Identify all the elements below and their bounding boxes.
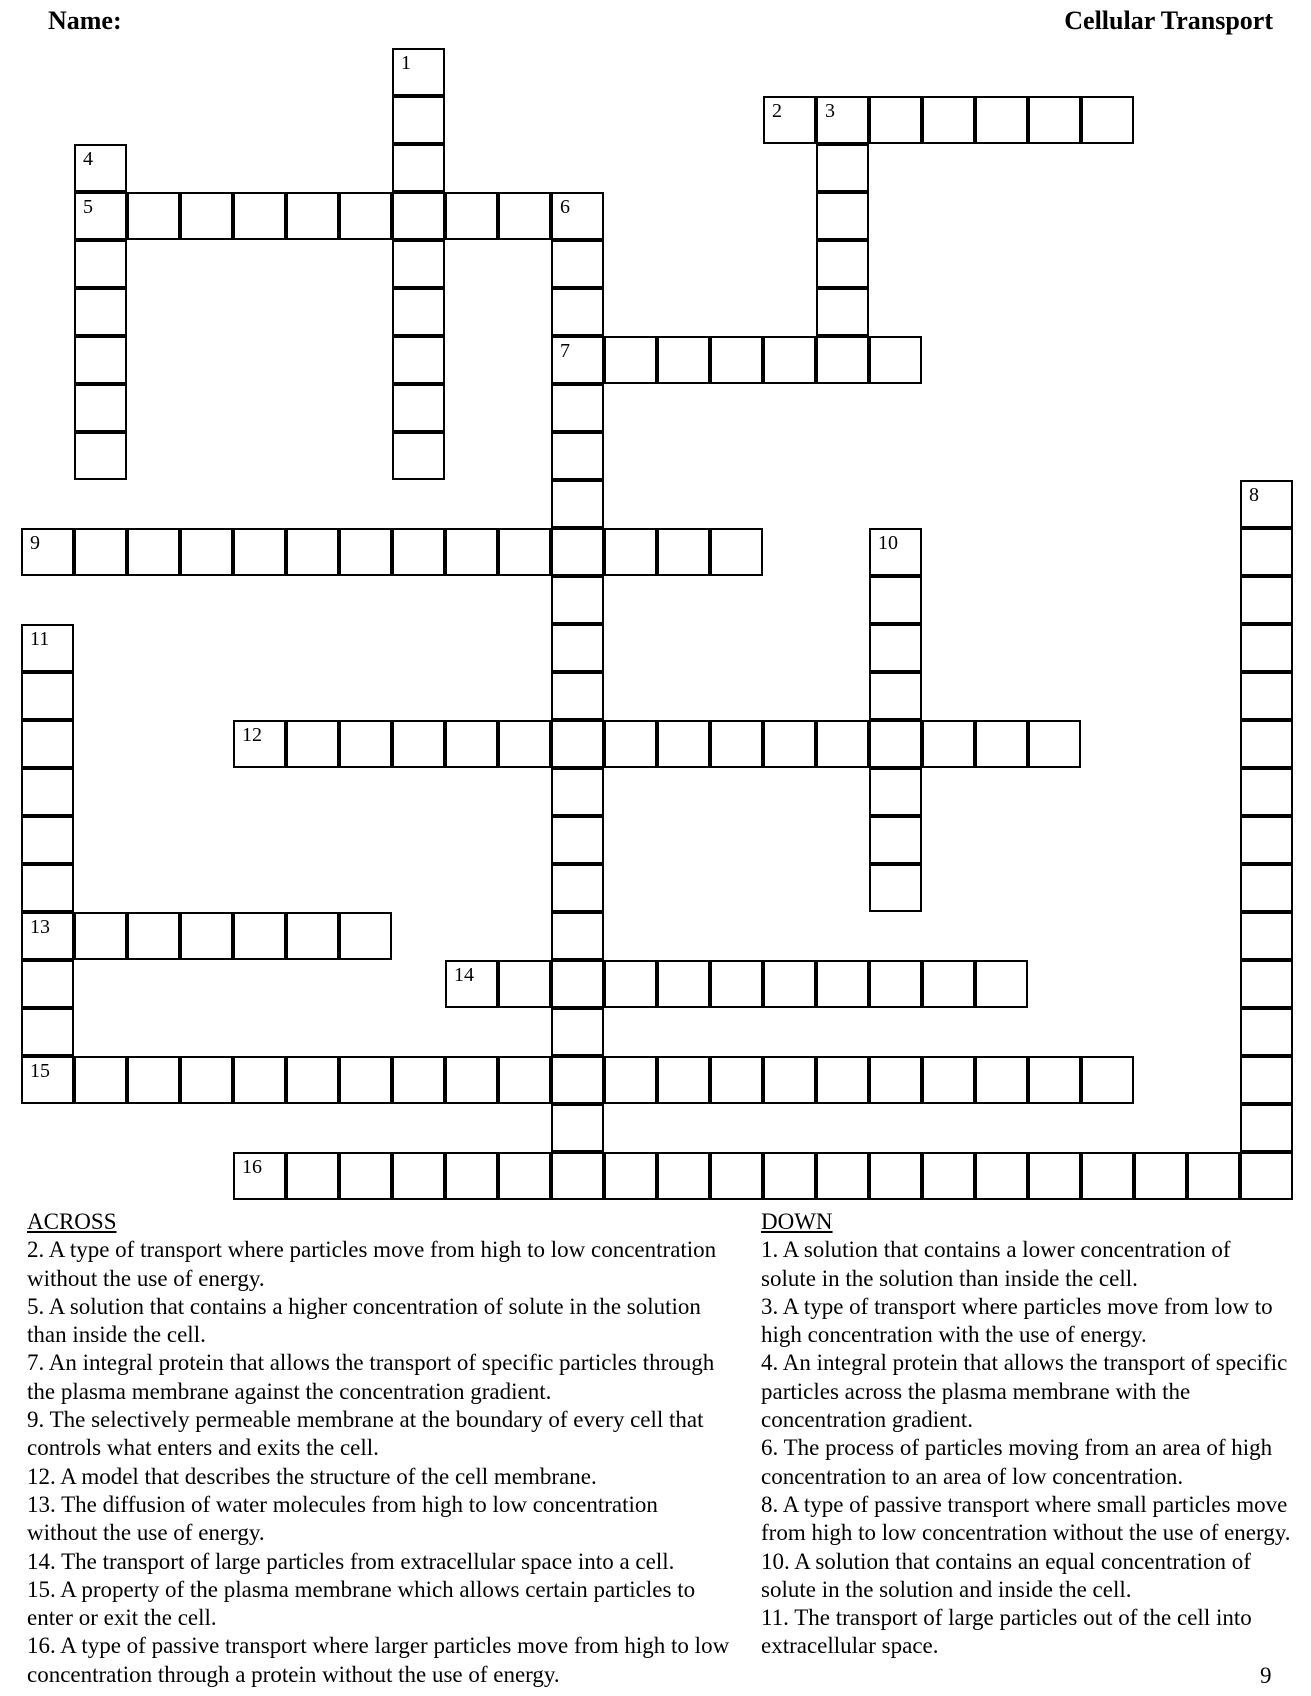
crossword-cell[interactable] (286, 912, 339, 960)
clue-number: 11 (30, 628, 50, 650)
crossword-cell[interactable] (445, 960, 498, 1008)
crossword-cell[interactable] (286, 720, 339, 768)
page-title: Cellular Transport (1064, 6, 1273, 35)
crossword-cell[interactable] (869, 528, 922, 576)
crossword-cell[interactable] (1081, 1152, 1134, 1200)
crossword-cell[interactable] (816, 96, 869, 144)
clue-number: 4 (83, 148, 93, 170)
clue-number: 1 (401, 52, 411, 74)
crossword-cell[interactable] (710, 528, 763, 576)
crossword-cell[interactable] (551, 672, 604, 720)
crossword-cell[interactable] (127, 912, 180, 960)
crossword-cell[interactable] (551, 1008, 604, 1056)
crossword-cell[interactable] (1240, 576, 1293, 624)
crossword-cell[interactable] (339, 1056, 392, 1104)
crossword-cell[interactable] (1240, 528, 1293, 576)
crossword-cell[interactable] (816, 1152, 869, 1200)
crossword-cell[interactable] (1081, 1056, 1134, 1104)
crossword-cell[interactable] (604, 528, 657, 576)
across-clue: 16. A type of passive transport where larger particles move from high to low concentration through a protein without the use of energy. (27, 1633, 730, 1687)
across-clue: 2. A type of transport where particles move from high to low concentration without the use of energy. (27, 1237, 717, 1291)
crossword-cell[interactable] (604, 960, 657, 1008)
crossword-cell[interactable] (1134, 1152, 1187, 1200)
crossword-cell[interactable] (869, 768, 922, 816)
clue-number: 16 (242, 1156, 262, 1178)
crossword-cell[interactable] (180, 1056, 233, 1104)
crossword-cell[interactable] (21, 624, 74, 672)
crossword-cell[interactable] (657, 960, 710, 1008)
crossword-cell[interactable] (816, 960, 869, 1008)
crossword-cell[interactable] (21, 528, 74, 576)
crossword-cell[interactable] (339, 912, 392, 960)
crossword-cell[interactable] (21, 816, 74, 864)
crossword-cell[interactable] (763, 720, 816, 768)
crossword-cell[interactable] (551, 720, 604, 768)
crossword-cell[interactable] (1240, 624, 1293, 672)
crossword-cell[interactable] (339, 1152, 392, 1200)
crossword-cell[interactable] (551, 288, 604, 336)
clue-number: 8 (1249, 484, 1259, 506)
crossword-cell[interactable] (551, 624, 604, 672)
crossword-cell[interactable] (551, 864, 604, 912)
crossword-cell[interactable] (710, 720, 763, 768)
crossword-cell[interactable] (763, 1152, 816, 1200)
crossword-cell[interactable] (21, 1008, 74, 1056)
crossword-cell[interactable] (657, 528, 710, 576)
clue-number: 12 (242, 724, 262, 746)
crossword-cell[interactable] (1240, 720, 1293, 768)
crossword-cell[interactable] (657, 336, 710, 384)
clue-number: 2 (772, 100, 782, 122)
crossword-cell[interactable] (233, 528, 286, 576)
crossword-cell[interactable] (127, 192, 180, 240)
down-heading: DOWN (761, 1209, 833, 1234)
crossword-cell[interactable] (763, 96, 816, 144)
crossword-cell[interactable] (445, 528, 498, 576)
crossword-cell[interactable] (604, 1152, 657, 1200)
across-clue: 14. The transport of large particles from extracellular space into a cell. (27, 1548, 675, 1574)
crossword-cell[interactable] (233, 1152, 286, 1200)
down-clue: 10. A solution that contains an equal concentration of solute in the solution and inside the cell. (761, 1548, 1251, 1602)
crossword-cell[interactable] (127, 1056, 180, 1104)
crossword-cell[interactable] (869, 1056, 922, 1104)
crossword-cell[interactable] (551, 336, 604, 384)
crossword-cell[interactable] (975, 1056, 1028, 1104)
crossword-cell[interactable] (445, 1152, 498, 1200)
crossword-cell[interactable] (445, 1056, 498, 1104)
crossword-cell[interactable] (975, 720, 1028, 768)
crossword-cell[interactable] (392, 1152, 445, 1200)
crossword-cell[interactable] (21, 864, 74, 912)
crossword-cell[interactable] (816, 192, 869, 240)
across-clue: 9. The selectively permeable membrane at the boundary of every cell that controls what enters and exits the cell. (27, 1407, 704, 1461)
crossword-cell[interactable] (816, 240, 869, 288)
crossword-cell[interactable] (21, 720, 74, 768)
crossword-cell[interactable] (869, 720, 922, 768)
clue-number: 5 (83, 196, 93, 218)
crossword-cell[interactable] (1240, 1104, 1293, 1152)
crossword-cell[interactable] (74, 384, 127, 432)
crossword-cell[interactable] (74, 192, 127, 240)
crossword-cell[interactable] (1240, 960, 1293, 1008)
crossword-cell[interactable] (975, 1152, 1028, 1200)
crossword-cell[interactable] (339, 192, 392, 240)
clue-number: 7 (560, 340, 570, 362)
down-clue: 8. A type of passive transport where small particles move from high to low concentration without the use of energy. (761, 1491, 1291, 1546)
crossword-cell[interactable] (551, 960, 604, 1008)
crossword-cell[interactable] (922, 720, 975, 768)
across-heading: ACROSS (27, 1209, 117, 1234)
crossword-cell[interactable] (286, 192, 339, 240)
crossword-cell[interactable] (392, 96, 445, 144)
page-number: 9 (1260, 1663, 1272, 1688)
crossword-cell[interactable] (392, 240, 445, 288)
crossword-cell[interactable] (21, 960, 74, 1008)
crossword-cell[interactable] (1028, 720, 1081, 768)
crossword-cell[interactable] (1240, 816, 1293, 864)
crossword-cell[interactable] (816, 336, 869, 384)
crossword-cell[interactable] (74, 288, 127, 336)
crossword-cell[interactable] (392, 1056, 445, 1104)
clue-number: 15 (30, 1060, 50, 1082)
crossword-cell[interactable] (922, 1056, 975, 1104)
crossword-cell[interactable] (392, 528, 445, 576)
across-clue: 13. The diffusion of water molecules from high to low concentration without the use of energy. (27, 1491, 658, 1546)
crossword-cell[interactable] (763, 336, 816, 384)
crossword-cell[interactable] (869, 96, 922, 144)
crossword-cell[interactable] (922, 96, 975, 144)
crossword-cell[interactable] (710, 1056, 763, 1104)
crossword-cell[interactable] (21, 1056, 74, 1104)
crossword-cell[interactable] (551, 768, 604, 816)
crossword-cell[interactable] (498, 1056, 551, 1104)
crossword-cell[interactable] (551, 528, 604, 576)
crossword-cell[interactable] (339, 720, 392, 768)
crossword-cell[interactable] (551, 192, 604, 240)
crossword-cell[interactable] (392, 720, 445, 768)
down-clue: 3. A type of transport where particles move from low to high concentration with the use of energy. (761, 1293, 1273, 1348)
crossword-cell[interactable] (498, 1152, 551, 1200)
crossword-cell[interactable] (1187, 1152, 1240, 1200)
crossword-cell[interactable] (922, 960, 975, 1008)
crossword-cell[interactable] (286, 1056, 339, 1104)
crossword-cell[interactable] (392, 192, 445, 240)
crossword-cell[interactable] (21, 912, 74, 960)
crossword-cell[interactable] (1240, 672, 1293, 720)
crossword-cell[interactable] (180, 528, 233, 576)
crossword-cell[interactable] (657, 720, 710, 768)
crossword-cell[interactable] (551, 240, 604, 288)
crossword-cell[interactable] (1028, 1056, 1081, 1104)
across-clue: 12. A model that describes the structure of the cell membrane. (27, 1463, 597, 1489)
crossword-cell[interactable] (233, 1056, 286, 1104)
crossword-cell[interactable] (975, 96, 1028, 144)
crossword-cell[interactable] (339, 528, 392, 576)
crossword-cell[interactable] (551, 912, 604, 960)
crossword-cell[interactable] (551, 480, 604, 528)
clue-number: 14 (454, 964, 474, 986)
crossword-cell[interactable] (922, 1152, 975, 1200)
crossword-cell[interactable] (127, 528, 180, 576)
crossword-cell[interactable] (74, 912, 127, 960)
crossword-cell[interactable] (74, 432, 127, 480)
crossword-cell[interactable] (21, 672, 74, 720)
crossword-cell[interactable] (74, 336, 127, 384)
crossword-cell[interactable] (869, 816, 922, 864)
crossword-cell[interactable] (816, 720, 869, 768)
down-clue: 11. The transport of large particles out of the cell into extracellular space. (761, 1605, 1252, 1659)
crossword-cell[interactable] (445, 192, 498, 240)
crossword-cell[interactable] (1028, 96, 1081, 144)
crossword-cell[interactable] (286, 528, 339, 576)
crossword-cell[interactable] (551, 384, 604, 432)
name-label: Name: (48, 6, 122, 35)
crossword-cell[interactable] (869, 960, 922, 1008)
crossword-cell[interactable] (869, 336, 922, 384)
crossword-cell[interactable] (1240, 1056, 1293, 1104)
crossword-cell[interactable] (710, 336, 763, 384)
crossword-cell[interactable] (551, 816, 604, 864)
crossword-cell[interactable] (763, 960, 816, 1008)
crossword-cell[interactable] (1028, 1152, 1081, 1200)
across-clue: 15. A property of the plasma membrane which allows certain particles to enter or exit the cell. (27, 1576, 696, 1631)
clue-number: 6 (560, 196, 570, 218)
crossword-cell[interactable] (1240, 912, 1293, 960)
crossword-cell[interactable] (763, 1056, 816, 1104)
across-clues (27, 1208, 732, 1689)
crossword-cell[interactable] (604, 336, 657, 384)
crossword-cell[interactable] (74, 1056, 127, 1104)
clue-number: 3 (825, 100, 835, 122)
crossword-cell[interactable] (392, 384, 445, 432)
crossword-cell[interactable] (498, 960, 551, 1008)
down-clue: 6. The process of particles moving from an area of high concentration to an area of low concentration. (761, 1435, 1273, 1489)
crossword-cell[interactable] (551, 576, 604, 624)
crossword-cell[interactable] (392, 48, 445, 96)
crossword-cell[interactable] (816, 144, 869, 192)
crossword-cell[interactable] (21, 768, 74, 816)
crossword-cell[interactable] (869, 624, 922, 672)
crossword-cell[interactable] (816, 288, 869, 336)
crossword-cell[interactable] (551, 1104, 604, 1152)
clue-number: 13 (30, 916, 50, 938)
across-clue: 7. An integral protein that allows the transport of specific particles through the plasma membrane against the concentration gradient. (27, 1350, 715, 1404)
crossword-cell[interactable] (392, 432, 445, 480)
crossword-cell[interactable] (1240, 1152, 1293, 1200)
crossword-cell[interactable] (180, 192, 233, 240)
crossword-cell[interactable] (710, 1152, 763, 1200)
across-clue: 5. A solution that contains a higher concentration of solute in the solution than inside the cell. (27, 1293, 701, 1348)
crossword-cell[interactable] (180, 912, 233, 960)
crossword-cell[interactable] (233, 720, 286, 768)
crossword-cell[interactable] (710, 960, 763, 1008)
crossword-cell[interactable] (233, 912, 286, 960)
crossword-cell[interactable] (1240, 1008, 1293, 1056)
crossword-cell[interactable] (551, 1152, 604, 1200)
crossword-cell[interactable] (551, 1056, 604, 1104)
crossword-cell[interactable] (286, 1152, 339, 1200)
crossword-cell[interactable] (551, 432, 604, 480)
crossword-cell[interactable] (1240, 480, 1293, 528)
down-clue: 1. A solution that contains a lower concentration of solute in the solution than inside the cell. (761, 1237, 1231, 1291)
crossword-cell[interactable] (74, 528, 127, 576)
crossword-cell[interactable] (604, 1056, 657, 1104)
crossword-cell[interactable] (74, 240, 127, 288)
crossword-cell[interactable] (445, 720, 498, 768)
crossword-cell[interactable] (869, 672, 922, 720)
crossword-cell[interactable] (74, 144, 127, 192)
crossword-cell[interactable] (498, 528, 551, 576)
crossword-cell[interactable] (657, 1152, 710, 1200)
crossword-cell[interactable] (1240, 768, 1293, 816)
crossword-cell[interactable] (233, 192, 286, 240)
crossword-cell[interactable] (869, 1152, 922, 1200)
crossword-cell[interactable] (1081, 96, 1134, 144)
crossword-cell[interactable] (392, 288, 445, 336)
crossword-cell[interactable] (869, 576, 922, 624)
down-clues (761, 1208, 1291, 1661)
clue-number: 9 (30, 532, 40, 554)
crossword-cell[interactable] (498, 192, 551, 240)
crossword-cell[interactable] (816, 1056, 869, 1104)
down-clue: 4. An integral protein that allows the transport of specific particles across the plasma membrane with the concentration gradient. (761, 1350, 1288, 1433)
crossword-cell[interactable] (657, 1056, 710, 1104)
crossword-cell[interactable] (869, 864, 922, 912)
crossword-cell[interactable] (1240, 864, 1293, 912)
crossword-cell[interactable] (392, 336, 445, 384)
crossword-cell[interactable] (975, 960, 1028, 1008)
crossword-cell[interactable] (604, 720, 657, 768)
crossword-cell[interactable] (392, 144, 445, 192)
crossword-cell[interactable] (498, 720, 551, 768)
clue-number: 10 (878, 532, 898, 554)
